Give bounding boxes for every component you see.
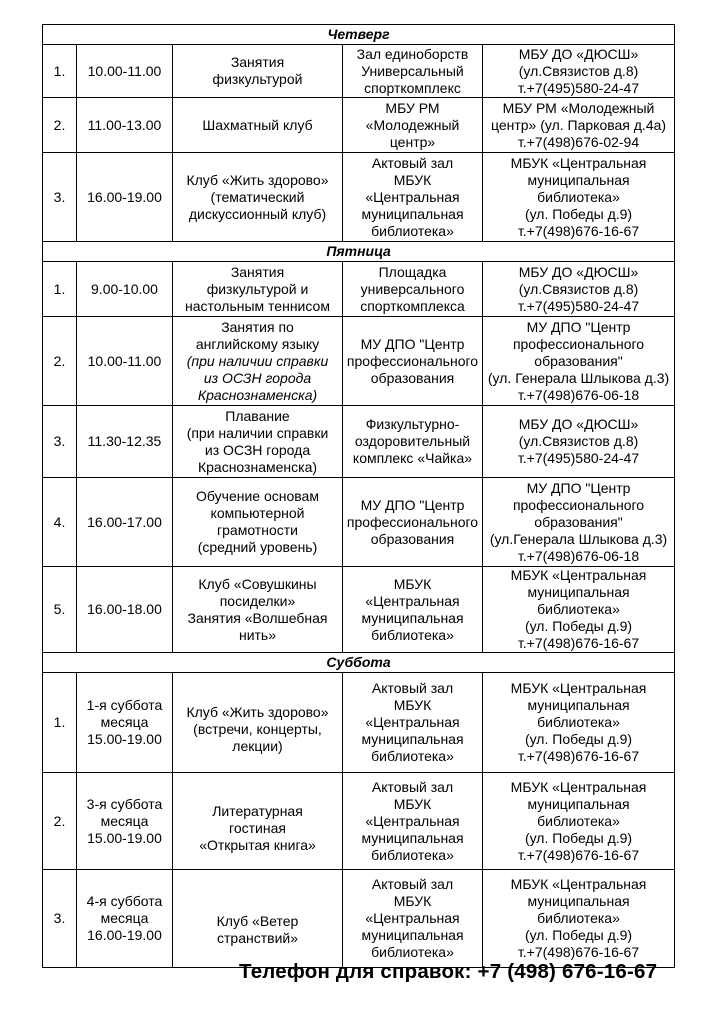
row-activity: Занятия физкультурой (173, 45, 343, 98)
row-place: Актовый зал МБУК «Центральная муниципальная библиотека» (343, 153, 483, 242)
row-time: 16.00-18.00 (77, 567, 173, 653)
row-place: Актовый зал МБУК «Центральная муниципальная библиотека» (343, 773, 483, 870)
day-title: Суббота (43, 653, 675, 673)
row-number: 4. (43, 478, 77, 567)
table-row (43, 317, 675, 406)
row-activity: Клуб «Ветер странствий» (173, 870, 343, 968)
row-place: МУ ДПО "Центр профессионального образования (343, 317, 483, 406)
row-organization: МБУК «Центральная муниципальная библиотека» (ул. Победы д.9) т.+7(498)676-16-67 (483, 773, 675, 870)
table-row (43, 153, 675, 242)
row-organization: МБУ РМ «Молодежный центр» (ул. Парковая д.4а) т.+7(498)676-02-94 (483, 98, 675, 153)
row-number: 1. (43, 673, 77, 773)
row-time: 16.00-17.00 (77, 478, 173, 567)
table-row (43, 773, 675, 870)
row-place: Актовый зал МБУК «Центральная муниципальная библиотека» (343, 870, 483, 968)
row-place: МБУ РМ «Молодежный центр» (343, 98, 483, 153)
day-header-row (43, 242, 675, 262)
table-row (43, 45, 675, 98)
row-activity: Занятия физкультурой и настольным теннисом (173, 262, 343, 317)
row-number: 3. (43, 406, 77, 478)
row-time: 1-я суббота месяца 15.00-19.00 (77, 673, 173, 773)
row-activity: Шахматный клуб (173, 98, 343, 153)
table-row (43, 478, 675, 567)
row-organization: МУ ДПО "Центр профессионального образования" (ул. Генерала Шлыкова д.3) т.+7(498)676-06-18 (483, 317, 675, 406)
row-number: 5. (43, 567, 77, 653)
row-activity: Обучение основам компьютерной грамотности (средний уровень) (173, 478, 343, 567)
table-row (43, 98, 675, 153)
row-time: 11.30-12.35 (77, 406, 173, 478)
row-organization: МБУ ДО «ДЮСШ» (ул.Связистов д.8) т.+7(495)580-24-47 (483, 406, 675, 478)
row-organization: МБУК «Центральная муниципальная библиотека» (ул. Победы д.9) т.+7(498)676-16-67 (483, 153, 675, 242)
row-activity: Занятия по английскому языку (при наличии справки из ОСЗН города Краснознаменска) (173, 317, 343, 406)
row-activity: Клуб «Совушкины посиделки» Занятия «Волшебная нить» (173, 567, 343, 653)
row-number: 3. (43, 153, 77, 242)
row-time: 9.00-10.00 (77, 262, 173, 317)
row-number: 3. (43, 870, 77, 968)
schedule-table (42, 24, 675, 968)
row-place: Физкультурно- оздоровительный комплекс «Чайка» (343, 406, 483, 478)
table-row (43, 262, 675, 317)
row-organization: МБУ ДО «ДЮСШ» (ул.Связистов д.8) т.+7(495)580-24-47 (483, 262, 675, 317)
row-organization: МБУК «Центральная муниципальная библиотека» (ул. Победы д.9) т.+7(498)676-16-67 (483, 870, 675, 968)
row-place: МБУК «Центральная муниципальная библиотека» (343, 567, 483, 653)
row-time: 16.00-19.00 (77, 153, 173, 242)
table-row (43, 870, 675, 968)
row-time: 10.00-11.00 (77, 45, 173, 98)
day-title: Четверг (43, 25, 675, 45)
row-time: 10.00-11.00 (77, 317, 173, 406)
row-number: 2. (43, 773, 77, 870)
day-title: Пятница (43, 242, 675, 262)
row-time: 4-я суббота месяца 16.00-19.00 (77, 870, 173, 968)
row-number: 2. (43, 98, 77, 153)
day-header-row (43, 25, 675, 45)
table-row (43, 673, 675, 773)
row-activity: Плавание (при наличии справки из ОСЗН города Краснознаменска) (173, 406, 343, 478)
row-organization: МБУ ДО «ДЮСШ» (ул.Связистов д.8) т.+7(495)580-24-47 (483, 45, 675, 98)
day-header-row (43, 653, 675, 673)
row-number: 1. (43, 262, 77, 317)
row-number: 1. (43, 45, 77, 98)
table-row (43, 406, 675, 478)
row-activity: Клуб «Жить здорово» (тематический дискуссионный клуб) (173, 153, 343, 242)
footer-phone: Телефон для справок: +7 (498) 676-16-67 (239, 960, 658, 983)
row-organization: МБУК «Центральная муниципальная библиотека» (ул. Победы д.9) т.+7(498)676-16-67 (483, 673, 675, 773)
row-organization: МУ ДПО "Центр профессионального образования" (ул.Генерала Шлыкова д.3) т.+7(498)676-06-18 (483, 478, 675, 567)
table-row (43, 567, 675, 653)
row-place: МУ ДПО "Центр профессионального образования (343, 478, 483, 567)
row-activity: Клуб «Жить здорово» (встречи, концерты, лекции) (173, 673, 343, 773)
row-time: 3-я суббота месяца 15.00-19.00 (77, 773, 173, 870)
row-time: 11.00-13.00 (77, 98, 173, 153)
row-organization: МБУК «Центральная муниципальная библиотека» (ул. Победы д.9) т.+7(498)676-16-67 (483, 567, 675, 653)
row-place: Актовый зал МБУК «Центральная муниципальная библиотека» (343, 673, 483, 773)
row-place: Зал единоборств Универсальный спорткомплекс (343, 45, 483, 98)
row-number: 2. (43, 317, 77, 406)
row-place: Площадка универсального спорткомплекса (343, 262, 483, 317)
row-activity: Литературная гостиная «Открытая книга» (173, 773, 343, 870)
